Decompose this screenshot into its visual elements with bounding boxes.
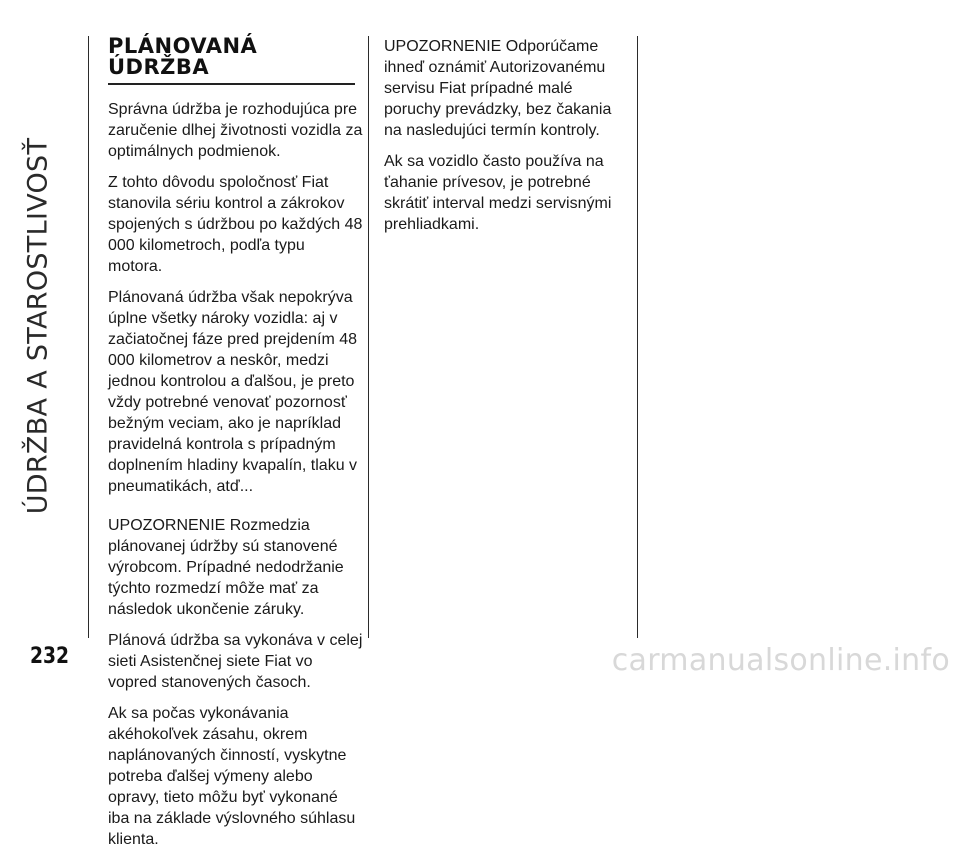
watermark: carmanualsonline.info	[611, 643, 950, 678]
section-heading-line1: PLÁNOVANÁ	[108, 34, 258, 58]
section-heading	[108, 36, 355, 85]
warning-paragraph: UPOZORNENIE Odporúčame ihneď oznámiť Autorizovanému servisu Fiat prípadné malé poruchy prevádzky, bez čakania na nasledujúci termín kontroly.	[384, 38, 612, 139]
paragraph: Správna údržba je rozhodujúca pre zaručenie dlhej životnosti vozidla za optimálnych podmienok.	[108, 101, 363, 160]
column-divider-middle	[368, 36, 369, 638]
column-divider-right	[637, 36, 638, 638]
text-column-2	[384, 36, 629, 245]
text-column-1	[108, 36, 363, 860]
column-divider-left	[88, 36, 89, 638]
paragraph: Ak sa počas vykonávania akéhokoľvek zásahu, okrem naplánovaných činností, vyskytne potreba ďalšej výmeny alebo opravy, tieto môžu byť vykonané iba na základe výslovného súhlasu klienta.	[108, 705, 356, 848]
page-number: 232	[30, 644, 70, 669]
paragraph: Plánovaná údržba však nepokrýva úplne všetky nároky vozidla: aj v začiatočnej fáze pred prejdením 48 000 kilometrov a neskôr, medzi jednou kontrolou a ďalšou, je preto vždy potrebné venovať pozornosť bežným veciam, ako je napríklad pravidelná kontrola s prípadným doplnením hladiny kvapalín, tlaku v pneumatikách, atď...	[108, 289, 358, 495]
paragraph: Ak sa vozidlo často používa na ťahanie prívesov, je potrebné skrátiť interval medzi servisnými prehliadkami.	[384, 153, 612, 233]
chapter-side-title: ÚDRŽBA A STAROSTLIVOSŤ	[22, 137, 54, 515]
paragraph: Plánová údržba sa vykonáva v celej sieti Asistenčnej siete Fiat vo vopred stanovených časoch.	[108, 632, 363, 691]
section-heading-line2: ÚDRŽBA	[108, 55, 210, 79]
warning-paragraph: UPOZORNENIE Rozmedzia plánovanej údržby sú stanovené výrobcom. Prípadné nedodržanie týchto rozmedzí môže mať za následok ukončenie záruky.	[108, 517, 344, 618]
paragraph: Z tohto dôvodu spoločnosť Fiat stanovila sériu kontrol a zákrokov spojených s údržbou po každých 48 000 kilometroch, podľa typu motora.	[108, 174, 363, 275]
